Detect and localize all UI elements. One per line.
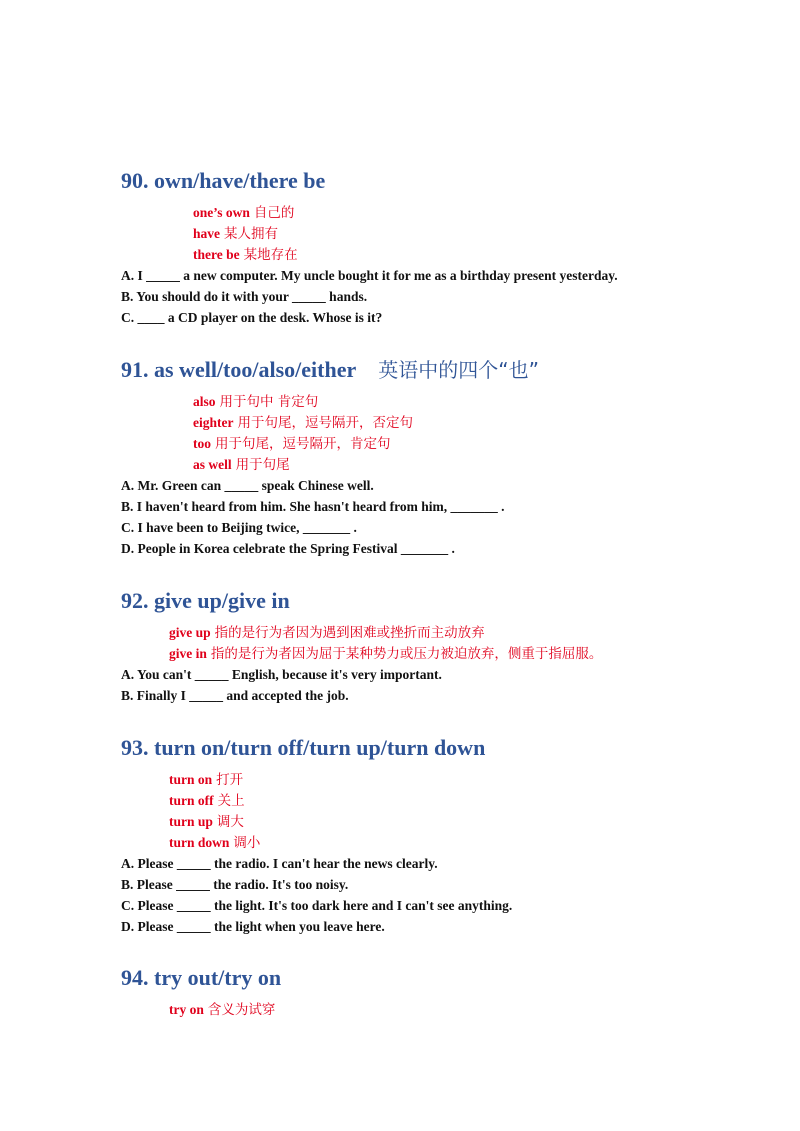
note-term: try on — [169, 1002, 204, 1017]
note-item — [0, 769, 800, 790]
note-item — [0, 622, 800, 643]
notes-list — [0, 769, 800, 853]
section-title-text: 94. try out/try on — [121, 965, 282, 990]
note-meaning: 关上 — [217, 793, 245, 809]
section-title-text: 92. give up/give in — [121, 588, 290, 613]
section-title-cn: 英语中的四个“也” — [378, 358, 539, 382]
example-sentence: D. People in Korea celebrate the Spring Festival _______ . — [121, 541, 455, 556]
note-item — [0, 433, 800, 454]
example-sentence: A. Please _____ the radio. I can't hear the news clearly. — [121, 856, 438, 871]
section-93 — [0, 735, 800, 937]
section-title — [0, 588, 800, 614]
note-meaning: 自己的 — [253, 205, 295, 221]
section-title — [0, 168, 800, 194]
section-title — [0, 735, 800, 761]
note-meaning: 用于句尾，逗号隔开，肯定句 — [215, 436, 391, 452]
note-meaning: 含义为试穿 — [207, 1002, 276, 1018]
note-item — [0, 202, 800, 223]
note-item — [0, 454, 800, 475]
note-term: turn down — [169, 835, 230, 850]
notes-list — [0, 999, 800, 1020]
example-sentence: A. I _____ a new computer. My uncle bought it for me as a birthday present yesterday. — [121, 268, 618, 283]
note-term: also — [193, 394, 216, 409]
section-91 — [0, 357, 800, 559]
note-meaning: 某人拥有 — [224, 226, 278, 242]
section-title-text: 91. as well/too/also/either — [121, 357, 357, 382]
note-term: have — [193, 226, 220, 241]
section-title-text: 90. own/have/there be — [121, 168, 326, 193]
note-meaning: 用于句尾 — [235, 457, 290, 473]
section-92 — [0, 588, 800, 706]
note-item — [0, 223, 800, 244]
example-sentence: C. Please _____ the light. It's too dark here and I can't see anything. — [121, 898, 513, 913]
note-meaning: 用于句尾，逗号隔开，否定句 — [237, 415, 413, 431]
note-term: give up — [169, 625, 211, 640]
example-sentence: A. You can't _____ English, because it's very important. — [121, 667, 442, 682]
section-title-text: 93. turn on/turn off/turn up/turn down — [121, 735, 486, 760]
note-meaning: 指的是行为者因为遇到困难或挫折而主动放弃 — [214, 625, 485, 641]
notes-list — [0, 202, 800, 265]
note-term: there be — [193, 247, 240, 262]
example-sentence: B. You should do it with your _____ hands. — [121, 289, 368, 304]
note-meaning: 某地存在 — [243, 247, 298, 263]
example-sentence: B. Please _____ the radio. It's too noisy. — [121, 877, 349, 892]
note-meaning: 打开 — [216, 772, 244, 788]
example-sentence: B. I haven't heard from him. She hasn't heard from him, _______ . — [121, 499, 505, 514]
note-term: too — [193, 436, 211, 451]
section-94 — [0, 965, 800, 1020]
note-item — [0, 832, 800, 853]
example-sentence: C. I have been to Beijing twice, _______ . — [121, 520, 357, 535]
note-meaning: 用于句中 肯定句 — [219, 394, 319, 410]
note-term: eighter — [193, 415, 234, 430]
note-item — [0, 391, 800, 412]
note-item — [0, 244, 800, 265]
example-sentence: D. Please _____ the light when you leave here. — [121, 919, 385, 934]
note-term: one’s own — [193, 205, 250, 220]
note-item — [0, 412, 800, 433]
note-term: turn on — [169, 772, 213, 787]
note-term: as well — [193, 457, 232, 472]
section-title — [0, 357, 800, 383]
example-sentence: A. Mr. Green can _____ speak Chinese well. — [121, 478, 374, 493]
note-meaning: 指的是行为者因为屈于某种势力或压力被迫放弃，侧重于指屈服。 — [210, 646, 603, 662]
notes-list — [0, 622, 800, 664]
example-sentence: B. Finally I _____ and accepted the job. — [121, 688, 349, 703]
note-item — [0, 790, 800, 811]
note-item — [0, 811, 800, 832]
note-term: turn up — [169, 814, 213, 829]
note-term: give in — [169, 646, 207, 661]
section-90 — [0, 168, 800, 328]
note-item — [0, 999, 800, 1020]
example-sentence: C. ____ a CD player on the desk. Whose is it? — [121, 310, 383, 325]
section-title — [0, 965, 800, 991]
note-item — [0, 643, 800, 664]
notes-list — [0, 391, 800, 475]
note-meaning: 调大 — [216, 814, 244, 830]
note-term: turn off — [169, 793, 214, 808]
note-meaning: 调小 — [233, 835, 261, 851]
